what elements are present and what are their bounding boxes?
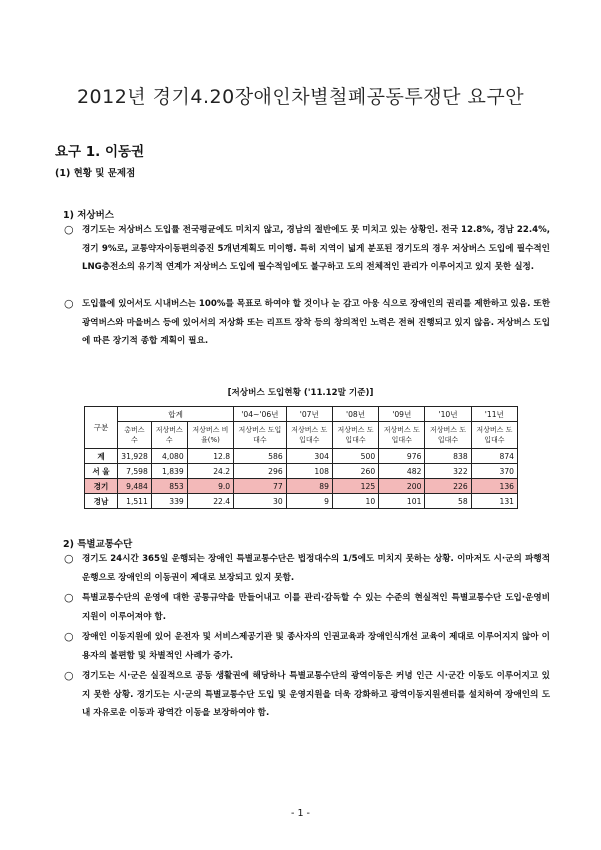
col-year-header: '09년 — [379, 407, 425, 422]
table-header-row — [85, 407, 518, 422]
table-subheader-row — [85, 422, 518, 449]
table-row-highlighted — [85, 479, 518, 494]
bullet-icon: ○ — [64, 552, 74, 565]
table-cell: 838 — [425, 449, 471, 464]
col-sub-header: 저상버스 도입대수 — [379, 422, 425, 449]
table-cell: 1,839 — [151, 464, 187, 479]
table-cell: 31,928 — [118, 449, 152, 464]
table-cell: 136 — [471, 479, 517, 494]
paragraph-low-floor-rate — [64, 295, 550, 351]
col-year-header: '08년 — [332, 407, 378, 422]
table-cell: 304 — [286, 449, 332, 464]
paragraph-special-transport-education — [64, 628, 550, 665]
page-number: - 1 - — [291, 808, 310, 819]
col-sub-header: 저상버스 도입대수 — [286, 422, 332, 449]
low-floor-bus-table — [84, 406, 518, 509]
col-sub-header: 저상버스 도입대수 — [332, 422, 378, 449]
section-heading: 요구 1. 이동권 — [55, 144, 145, 160]
col-total-header: 합계 — [118, 407, 234, 422]
col-sub-header: 저상버스 도입대수 — [234, 422, 287, 449]
table-cell: 101 — [379, 494, 425, 509]
col-year-header: '04~'06년 — [234, 407, 287, 422]
table-cell: 12.8 — [187, 449, 233, 464]
col-year-header: '11년 — [471, 407, 517, 422]
table-cell: 482 — [379, 464, 425, 479]
table-cell: 9,484 — [118, 479, 152, 494]
table-cell: 226 — [425, 479, 471, 494]
special-transport-heading: 2) 특별교통수단 — [63, 539, 133, 550]
table-cell: 10 — [332, 494, 378, 509]
table-cell: 24.2 — [187, 464, 233, 479]
table-cell: 200 — [379, 479, 425, 494]
table-cell: 9.0 — [187, 479, 233, 494]
table-cell: 260 — [332, 464, 378, 479]
table-cell: 296 — [234, 464, 287, 479]
col-sub-header: 저상버스수 — [151, 422, 187, 449]
table-cell: 9 — [286, 494, 332, 509]
table-cell: 322 — [425, 464, 471, 479]
bullet-icon: ○ — [64, 223, 74, 236]
bullet-icon: ○ — [64, 297, 74, 310]
paragraph-low-floor-status — [64, 221, 550, 277]
table-cell: 586 — [234, 449, 287, 464]
col-year-header: '10년 — [425, 407, 471, 422]
table-cell: 77 — [234, 479, 287, 494]
table-cell: 976 — [379, 449, 425, 464]
table-cell: 500 — [332, 449, 378, 464]
paragraph-special-transport-operation — [64, 589, 550, 626]
table-cell: 370 — [471, 464, 517, 479]
table-row — [85, 494, 518, 509]
table-cell: 4,080 — [151, 449, 187, 464]
paragraph-text: 경기도는 저상버스 도입률 전국평균에도 미치지 않고, 경남의 절반에도 못 미치고 있는 상황인. 전국 12.8%, 경남 22.4%, 경기 9%로, 교통약자이동편의증진 5개년계획도 미이행. 특히 지역이 넓게 분포된 경기도의 경우 저상버스 도입에 필수적인 LNG충전소의 유기적 연계가 저상버스 도입에 필수적임에도 불구하고 도의 전체적인 관리가 이루어지고 있지 못한 실정. — [82, 225, 550, 272]
bullet-icon: ○ — [64, 630, 74, 643]
table-row — [85, 464, 518, 479]
paragraph-special-transport-status — [64, 550, 550, 587]
row-label: 경기 — [85, 479, 118, 494]
table-cell: 125 — [332, 479, 378, 494]
bullet-icon: ○ — [64, 669, 74, 682]
bullet-icon: ○ — [64, 591, 74, 604]
paragraph-text: 장애인 이동지원에 있어 운전자 및 서비스제공기관 및 종사자의 인권교육과 장애인식개선 교육이 제대로 이루어지지 않아 이용자의 불편함 및 차별적인 사례가 증가. — [82, 632, 550, 661]
table-cell: 1,511 — [118, 494, 152, 509]
col-sub-header: 저상버스 도입대수 — [471, 422, 517, 449]
col-group-header: 구분 — [85, 407, 118, 449]
table-cell: 131 — [471, 494, 517, 509]
table-cell: 58 — [425, 494, 471, 509]
col-year-header: '07년 — [286, 407, 332, 422]
table-cell: 30 — [234, 494, 287, 509]
col-sub-header: 저상버스 도입대수 — [425, 422, 471, 449]
paragraph-special-transport-regional — [64, 667, 550, 723]
table-cell: 22.4 — [187, 494, 233, 509]
document-title: 2012년 경기4.20장애인차별철폐공동투쟁단 요구안 — [76, 86, 525, 108]
table-row — [85, 449, 518, 464]
table-cell: 89 — [286, 479, 332, 494]
col-sub-header: 저상버스 비율(%) — [187, 422, 233, 449]
low-floor-bus-heading: 1) 저상버스 — [63, 210, 114, 221]
paragraph-text: 도입률에 있어서도 시내버스는 100%를 목표로 하여야 할 것이나 눈 감고 아웅 식으로 장애인의 권리를 제한하고 있음. 또한 광역버스와 마을버스 등에 있어서의 저상화 또는 리프트 장착 등의 창의적인 노력은 전혀 진행되고 있지 않음. 저상버스 도입에 따른 장기적 종합 계획이 필요. — [82, 299, 550, 346]
paragraph-text: 경기도 24시간 365일 운행되는 장애인 특별교통수단은 법정대수의 1/5에도 미치지 못하는 상황. 이마저도 시·군의 파행적 운행으로 장애인의 이동권이 제대로 보장되고 있지 못함. — [82, 554, 550, 583]
table-cell: 874 — [471, 449, 517, 464]
table-caption: [저상버스 도입현황 ('11.12말 기준)] — [227, 388, 374, 398]
table-cell: 853 — [151, 479, 187, 494]
paragraph-text: 특별교통수단의 운영에 대한 공통규약을 만들어내고 이를 관리·감독할 수 있는 수준의 현실적인 특별교통수단 도입·운영비 지원이 이루어져야 함. — [82, 593, 550, 622]
row-label: 계 — [85, 449, 118, 464]
subsection-heading: (1) 현황 및 문제점 — [55, 168, 136, 179]
paragraph-text: 경기도는 시·군은 실질적으로 공동 생활권에 해당하나 특별교통수단의 광역이동은 커녕 인근 시·군간 이동도 이루어지고 있지 못한 상황. 경기도는 시·군의 특별교통수단 도입 및 운영지원을 더욱 강화하고 광역이동지원센터를 설치하여 장애인의 도내 자유로운 이동과 광역간 이동을 보장하여야 함. — [82, 671, 550, 718]
table-cell: 108 — [286, 464, 332, 479]
table-cell: 339 — [151, 494, 187, 509]
col-sub-header: 총버스수 — [118, 422, 152, 449]
row-label: 경남 — [85, 494, 118, 509]
row-label: 서 울 — [85, 464, 118, 479]
table-cell: 7,598 — [118, 464, 152, 479]
